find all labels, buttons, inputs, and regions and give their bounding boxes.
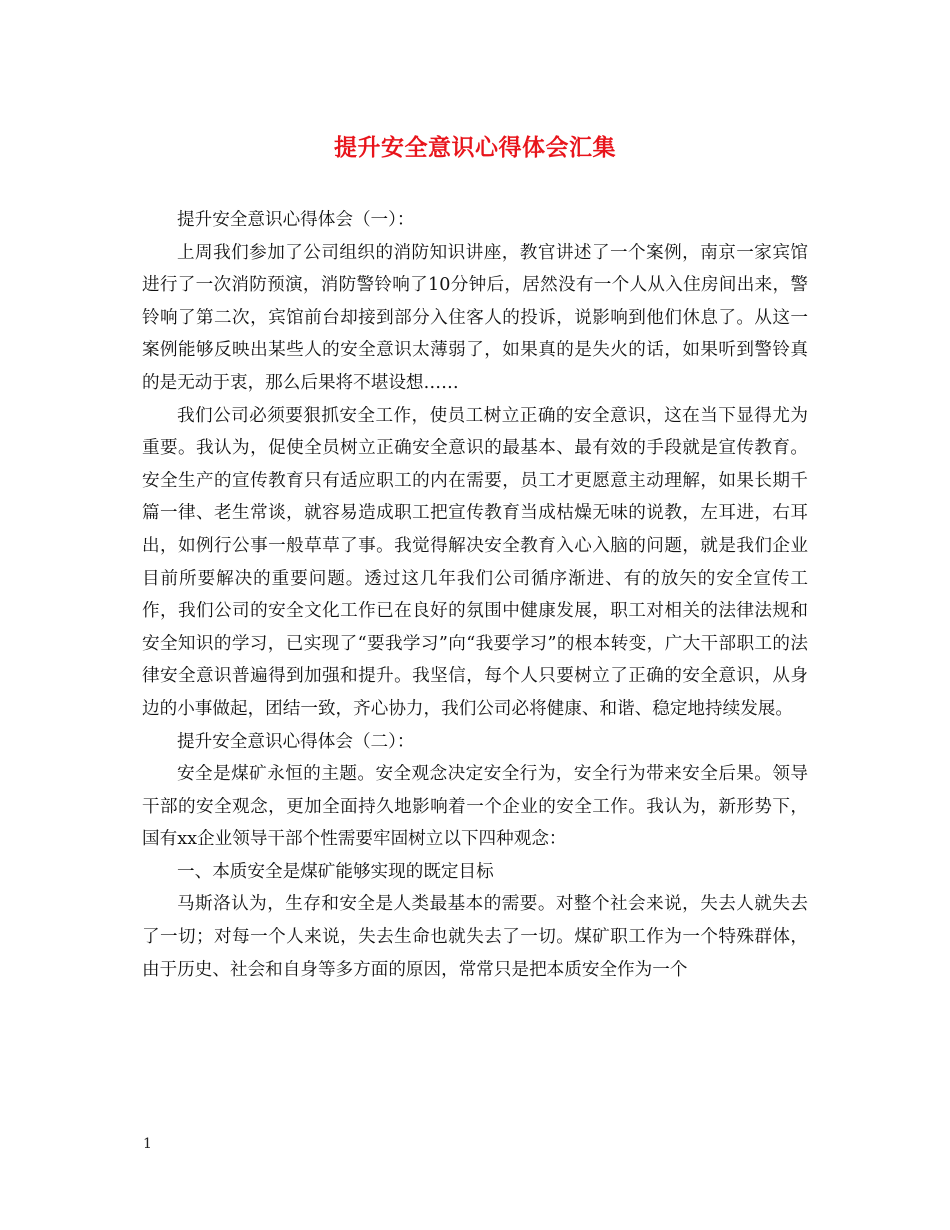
document-title: 提升安全意识心得体会汇集 (334, 134, 616, 161)
document-body (142, 204, 808, 986)
paragraph-coal-mine-theme: 安全是煤矿永恒的主题。安全观念决定安全行为，安全行为带来安全后果。领导干部的安全观念，更加全面持久地影响着一个企业的安全工作。我认为，新形势下，国有xx企业领导干部个性需要牢固树立以下四种观念： (142, 764, 808, 850)
section-heading-one: 提升安全意识心得体会（一）： (177, 210, 415, 230)
section-heading-two: 提升安全意识心得体会（二）： (177, 731, 415, 752)
paragraph-safety-education: 我们公司必须要狠抓安全工作，使员工树立正确的安全意识，这在当下显得尤为重要。我认为，促使全员树立正确安全意识的最基本、最有效的手段就是宣传教育。安全生产的宣传教育只有适应职工的内在需要，员工才更愿意主动理解，如果长期千篇一律、老生常谈，就容易造成职工把宣传教育当成枯燥无味的说教，左耳进，右耳出，如例行公事一般草草了事。我觉得解决安全教育入心入脑的问题，就是我们企业目前所要解决的重要问题。透过这几年我们公司循序渐进、有的放矢的安全宣传工作，我们公司的安全文化工作已在良好的氛围中健康发展，职工对相关的法律法规和安全知识的学习，已实现了“要我学习”向“我要学习”的根本转变，广大干部职工的法律安全意识普遍得到加强和提升。我坚信，每个人只要树立了正确的安全意识，从身边的小事做起，团结一致，齐心协力，我们公司必将健康、和谐、稳定地持续发展。 (142, 405, 808, 719)
subheading-intrinsic-safety: 一、本质安全是煤矿能够实现的既定目标 (177, 861, 494, 882)
paragraph-fire-drill-case: 上周我们参加了公司组织的消防知识讲座，教官讲述了一个案例，南京一家宾馆进行了一次消防预演，消防警铃响了10分钟后，居然没有一个人从入住房间出来，警铃响了第二次，宾馆前台却接到部分入住客人的投诉，说影响到他们休息了。从这一案例能够反映出某些人的安全意识太薄弱了，如果真的是失火的话，如果听到警铃真的是无动于衷，那么后果将不堪设想…… (142, 242, 808, 393)
paragraph-maslow: 马斯洛认为，生存和安全是人类最基本的需要。对整个社会来说，失去人就失去了一切；对每一个人来说，失去生命也就失去了一切。煤矿职工作为一个特殊群体，由于历史、社会和自身等多方面的原因，常常只是把本质安全作为一个 (142, 894, 808, 980)
page-number: 1 (143, 1136, 152, 1152)
